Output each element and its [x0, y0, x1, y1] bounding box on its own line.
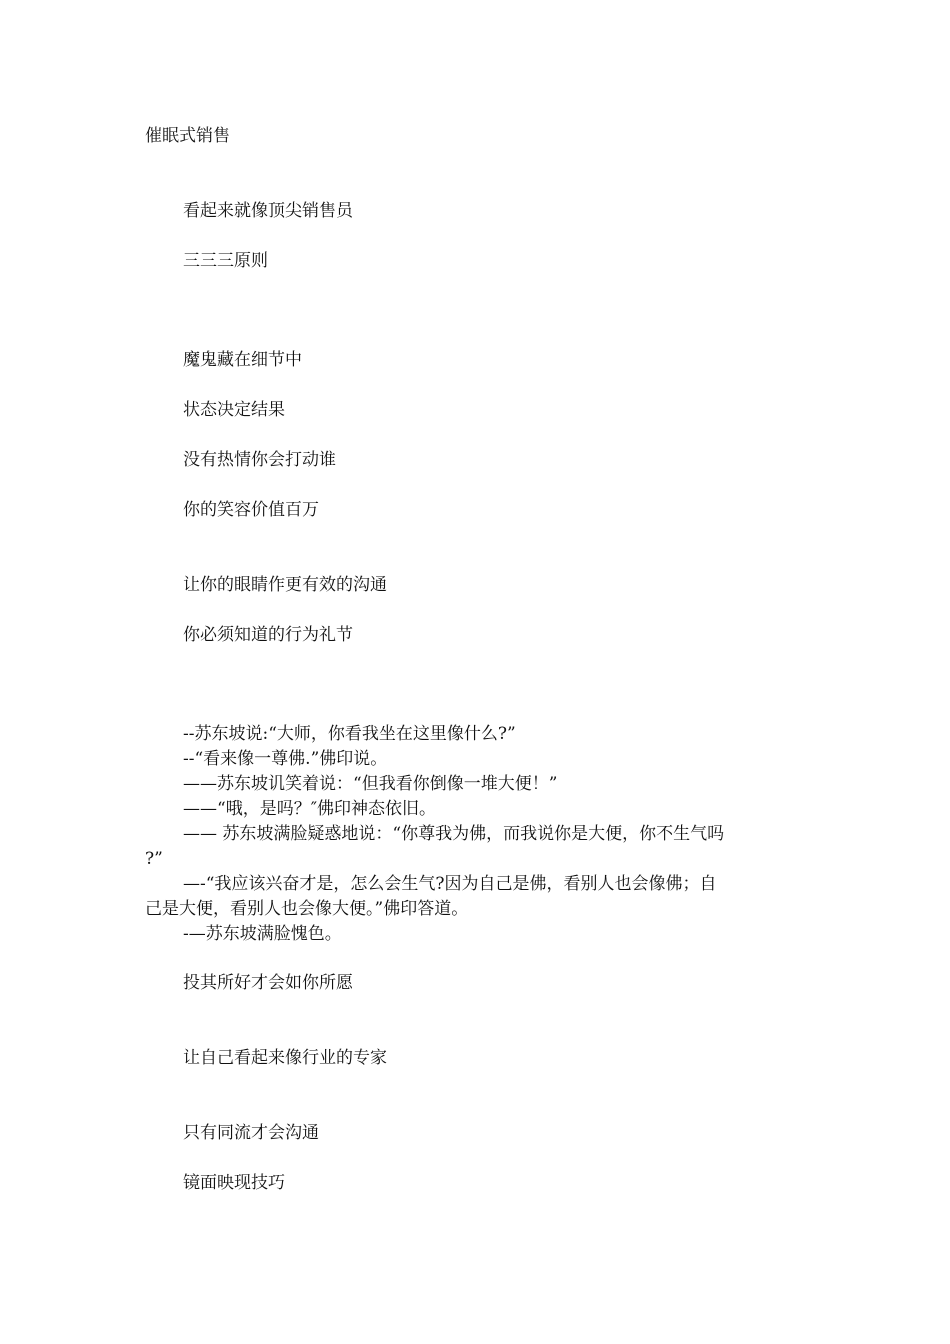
heading-333-principle: 三三三原则: [183, 251, 268, 271]
dialogue-line-continuation: 己是大便，看别人也会像大便。”佛印答道。: [145, 899, 469, 919]
heading-etiquette: 你必须知道的行为礼节: [183, 625, 353, 645]
heading-smile-worth-million: 你的笑容价值百万: [183, 500, 319, 520]
dialogue-line: -—苏东坡满脸愧色。: [183, 924, 342, 944]
heading-eye-communication: 让你的眼睛作更有效的沟通: [183, 575, 387, 595]
heading-look-like-expert: 让自己看起来像行业的专家: [183, 1048, 387, 1068]
heading-same-stream: 只有同流才会沟通: [183, 1123, 319, 1143]
heading-look-like-top-seller: 看起来就像顶尖销售员: [183, 201, 353, 221]
heading-state-decides-result: 状态决定结果: [183, 400, 285, 420]
dialogue-line: —— 苏东坡满脸疑惑地说：“你尊我为佛，而我说你是大便，你不生气吗: [183, 824, 725, 844]
dialogue-line: ——苏东坡讥笑着说：“但我看你倒像一堆大便！”: [183, 774, 558, 794]
heading-mirroring-technique: 镜面映现技巧: [183, 1173, 285, 1193]
dialogue-line: ——“哦，是吗？″佛印神态依旧。: [183, 799, 437, 819]
dialogue-line: --苏东坡说:“大师，你看我坐在这里像什么?”: [183, 724, 516, 744]
document-title: 催眠式销售: [145, 126, 230, 146]
heading-devil-in-details: 魔鬼藏在细节中: [183, 350, 302, 370]
heading-cater-to-preferences: 投其所好才会如你所愿: [183, 973, 353, 993]
heading-passion: 没有热情你会打动谁: [183, 450, 336, 470]
dialogue-line-continuation: ?”: [145, 849, 163, 869]
dialogue-line: —-“我应该兴奋才是，怎么会生气?因为自己是佛，看别人也会像佛；自: [183, 874, 717, 894]
dialogue-line: --“看来像一尊佛.”佛印说。: [183, 749, 388, 769]
